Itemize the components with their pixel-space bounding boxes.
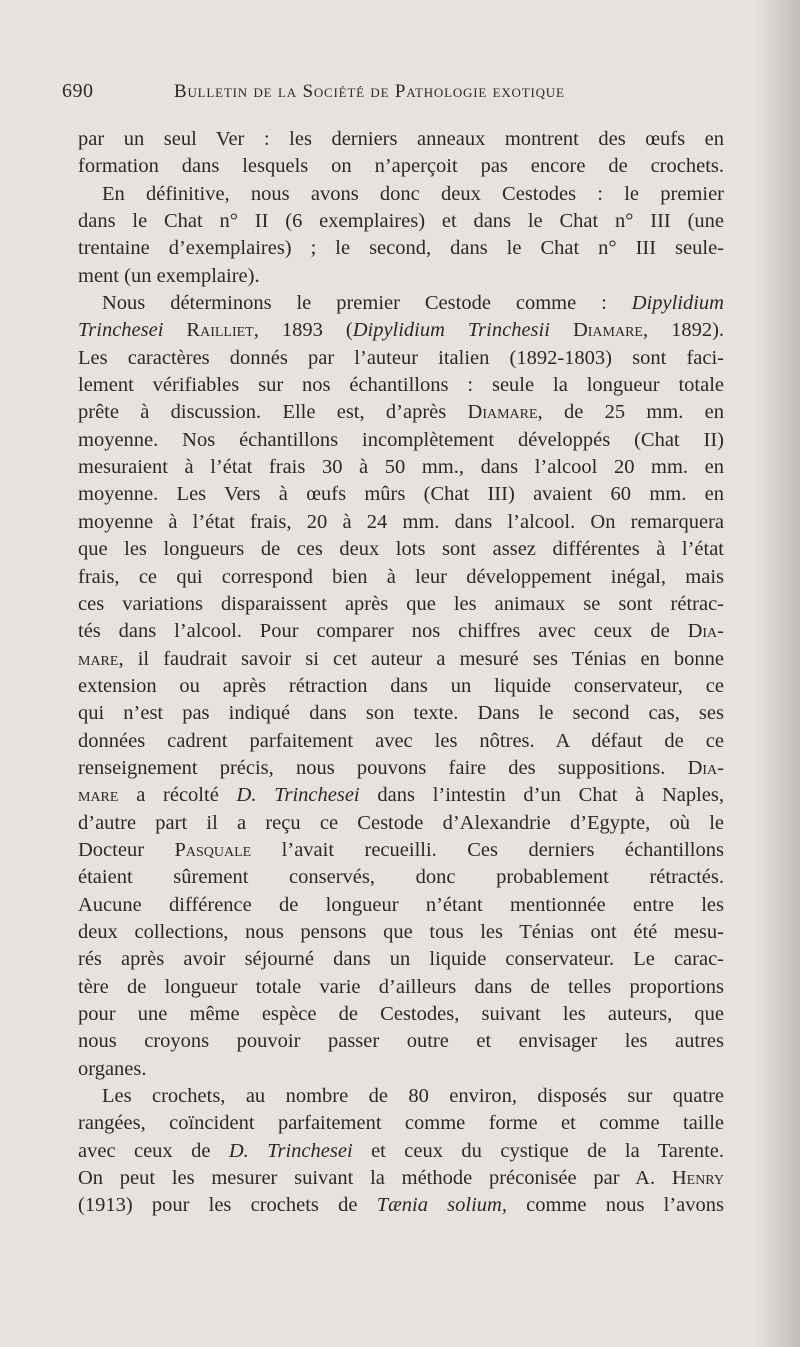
text-run: l’avait recueilli. Ces derniers échantillons	[251, 838, 724, 861]
text-line	[78, 673, 724, 700]
text-run: , de 25 mm. en	[537, 401, 724, 424]
text-run: Les crochets, au nombre de 80 environ, disposés sur quatre	[102, 1085, 724, 1108]
text-run: frais, ce qui correspond bien à leur développement inégal, mais	[78, 565, 724, 588]
text-line	[78, 782, 724, 809]
text-line	[78, 345, 724, 372]
text-run: mesuraient à l’état frais 30 à 50 mm., dans l’alcool 20 mm. en	[78, 456, 724, 479]
text-run: tés dans l’alcool. Pour comparer nos chiffres avec ceux de	[78, 620, 688, 643]
author-name: Dia-	[687, 620, 724, 643]
text-line	[78, 181, 724, 208]
text-line	[78, 919, 724, 946]
text-run: d’autre part il a reçu ce Cestode d’Alexandrie d’Egypte, où le	[78, 811, 724, 834]
author-name: Pasquale	[174, 838, 252, 861]
text-line	[78, 399, 724, 426]
text-run: dans le Chat n° II (6 exemplaires) et dans le Chat n° III (une	[78, 210, 724, 233]
text-run: prête à discussion. Elle est, d’après	[78, 401, 468, 424]
text-line	[78, 1165, 724, 1192]
text-run: que les longueurs de ces deux lots sont assez différentes à l’état	[78, 538, 724, 561]
author-name: Railliet	[186, 319, 254, 342]
text-run: , 1892).	[642, 319, 725, 342]
text-line	[78, 126, 724, 153]
text-line	[78, 1028, 724, 1055]
text-line	[78, 946, 724, 973]
text-run: Aucune différence de longueur n’étant mentionnée entre les	[78, 893, 724, 916]
text-line	[78, 755, 724, 782]
text-run: moyenne. Les Vers à œufs mûrs (Chat III) avaient 60 mm. en	[78, 483, 724, 506]
page-number: 690	[62, 80, 94, 102]
text-run: comme nous l’avons	[506, 1194, 724, 1217]
text-line	[78, 974, 724, 1001]
text-line	[78, 591, 724, 618]
page-edge-shadow	[756, 0, 800, 1347]
text-line	[78, 1138, 724, 1165]
text-run: tère de longueur totale varie d’ailleurs dans de telles proportions	[78, 975, 724, 998]
text-run: Docteur	[78, 838, 175, 861]
author-name: Diamare	[572, 319, 643, 342]
text-run: rés après avoir séjourné dans un liquide conservateur. Le carac-	[78, 948, 724, 971]
running-header	[62, 80, 742, 112]
text-line	[78, 700, 724, 727]
text-line	[78, 208, 724, 235]
text-line	[78, 263, 724, 290]
text-run: étaient sûrement conservés, donc probablement rétractés.	[78, 866, 724, 889]
text-line	[78, 618, 724, 645]
text-run	[163, 319, 186, 341]
text-run: , il faudrait savoir si cet auteur a mesuré ses Ténias en bonne	[118, 647, 724, 670]
text-line	[78, 728, 724, 755]
text-run: moyenne. Nos échantillons incomplètement développés (Chat II)	[78, 428, 724, 451]
taxon-name: Trinchesei	[78, 319, 164, 342]
text-run: par un seul Ver : les derniers anneaux montrent des œufs en	[78, 128, 724, 150]
text-run: En définitive, nous avons donc deux Cestodes : le premier	[102, 182, 724, 205]
text-line	[78, 235, 724, 262]
text-line	[78, 427, 724, 454]
text-line	[78, 153, 724, 180]
text-run: ment (un exemplaire).	[78, 264, 260, 287]
taxon-name: D. Trinchesei	[228, 1139, 353, 1162]
text-run	[550, 319, 573, 341]
author-name: Henry	[671, 1167, 724, 1190]
text-run: renseignement précis, nous pouvons faire des suppositions.	[78, 756, 688, 779]
text-run: lement vérifiables sur nos échantillons : seule la longueur totale	[78, 374, 724, 397]
text-line	[78, 810, 724, 837]
text-run: formation dans lesquels on n’aperçoit pas encore de crochets.	[78, 155, 724, 178]
text-line	[78, 646, 724, 673]
text-run: , 1893 (	[253, 319, 353, 342]
text-line	[78, 372, 724, 399]
taxon-name: Dipylidium Trinchesii	[352, 319, 550, 342]
journal-title: Bulletin de la Société de Pathologie exotique	[174, 81, 565, 102]
text-run: (1913) pour les crochets de	[78, 1194, 377, 1217]
text-line	[78, 454, 724, 481]
text-run: et ceux du cystique de la Tarente.	[352, 1139, 725, 1162]
text-run: Nous déterminons le premier Cestode comme :	[102, 292, 632, 315]
text-line	[78, 509, 724, 536]
text-line	[78, 1192, 724, 1219]
text-run: avec ceux de	[78, 1139, 229, 1162]
text-line	[78, 536, 724, 563]
text-run: a récolté	[118, 784, 237, 807]
text-line	[78, 892, 724, 919]
text-line	[78, 481, 724, 508]
text-run: rangées, coïncident parfaitement comme forme et comme taille	[78, 1112, 724, 1135]
author-name: Dia-	[687, 756, 724, 779]
text-line	[78, 1001, 724, 1028]
text-run: On peut les mesurer suivant la méthode préconisée par A.	[78, 1167, 672, 1190]
body-text	[78, 126, 724, 1220]
text-run: deux collections, nous pensons que tous les Ténias ont été mesu-	[78, 920, 724, 943]
taxon-name: Dipylidium	[631, 292, 724, 315]
author-name: mare	[78, 647, 119, 670]
text-run: qui n’est pas indiqué dans son texte. Dans le second cas, ses	[78, 702, 724, 725]
text-line	[78, 864, 724, 891]
text-run: nous croyons pouvoir passer outre et envisager les autres	[78, 1030, 724, 1053]
text-line	[78, 837, 724, 864]
text-run: dans l’intestin d’un Chat à Naples,	[359, 784, 724, 807]
text-line	[78, 317, 724, 344]
taxon-name: D. Trinchesei	[236, 784, 360, 807]
author-name: Diamare	[467, 401, 538, 424]
taxon-name: Tænia solium,	[376, 1194, 507, 1217]
text-run: données cadrent parfaitement avec les nôtres. A défaut de ce	[78, 729, 724, 752]
text-run: ces variations disparaissent après que les animaux se sont rétrac-	[78, 592, 724, 615]
text-run: Les caractères donnés par l’auteur italien (1892-1803) sont faci-	[78, 346, 724, 369]
text-line	[78, 564, 724, 591]
text-line	[78, 1110, 724, 1137]
author-name: mare	[78, 784, 119, 807]
text-run: trentaine d’exemplaires) ; le second, dans le Chat n° III seule-	[78, 237, 724, 260]
text-run: pour une même espèce de Cestodes, suivant les auteurs, que	[78, 1003, 724, 1025]
text-run: moyenne à l’état frais, 20 à 24 mm. dans l’alcool. On remarquera	[78, 510, 724, 533]
text-run: organes.	[78, 1057, 147, 1080]
text-line	[78, 290, 724, 317]
text-run: extension ou après rétraction dans un liquide conservateur, ce	[78, 674, 724, 697]
text-line	[78, 1083, 724, 1110]
text-line	[78, 1056, 724, 1083]
